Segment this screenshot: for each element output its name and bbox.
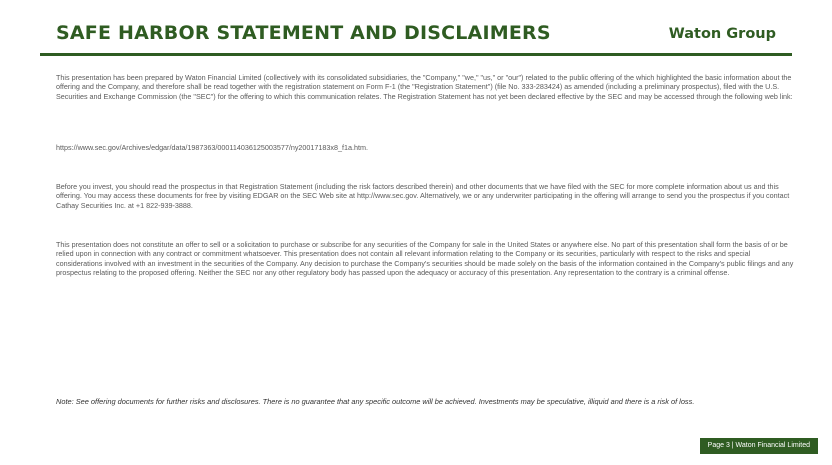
- header-divider: [40, 53, 792, 56]
- brand-logo-text: Waton Group: [668, 26, 776, 42]
- registration-link[interactable]: https://www.sec.gov/Archives/edgar/data/1987363/000114036125003577/ny20017183x8_f1a.htm.: [56, 143, 368, 152]
- risk-note: Note: See offering documents for further risks and disclosures. There is no guarantee that any specific outcome will be achieved. Investments may be speculative, illiquid and there is a risk of loss.: [56, 397, 695, 406]
- page-footer: Page 3 | Waton Financial Limited: [700, 438, 818, 454]
- page-title: SAFE HARBOR STATEMENT AND DISCLAIMERS: [56, 22, 551, 44]
- disclaimer-paragraph-3: This presentation does not constitute an offer to sell or a solicitation to purchase or subscribe for any securities of the Company for sale in the United States or anywhere else. No part of this presentation shall form the basis of or be relied upon in connection with any contract or commitment whatsoever. This presentation does not contain all relevant information relating to the Company or its securities, particularly with respect to the risks and special considerations involved with an investment in the securities of the Company. Any decision to purchase the Company's securities should be made solely on the basis of the information contained in the Company's public filings and any prospectus relating to the proposed offering. Neither the SEC nor any other regulatory body has passed upon the adequacy or accuracy of this presentation. Any representation to the contrary is a criminal offense.: [56, 240, 794, 278]
- disclaimer-paragraph-2: Before you invest, you should read the prospectus in that Registration Statement (including the risk factors described therein) and other documents that we have filed with the SEC for more complete information about us and this offering. You may access these documents for free by visiting EDGAR on the SEC Web site at http://www.sec.gov. Alternatively, we or any underwriter participating in the offering will arrange to send you the prospectus if you contact Cathay Securities Inc. at +1 822-939-3888.: [56, 182, 790, 210]
- disclaimer-paragraph-1: This presentation has been prepared by Waton Financial Limited (collectively with its consolidated subsidiaries, the "Company," "we," "us," or "our") related to the public offering of the which highlighted the basic information about the offering and the Company, and therefore shall be read together with the registration statement on Form F-1 (the "Registration Statement") (file No. 333-283424) as amended (including a preliminary prospectus), filed with the U.S. Securities and Exchange Commission (the "SEC") for the offering to which this communication relates. The Registration Statement has not yet been declared effective by the SEC and may be accessed through the following web link:: [56, 73, 793, 101]
